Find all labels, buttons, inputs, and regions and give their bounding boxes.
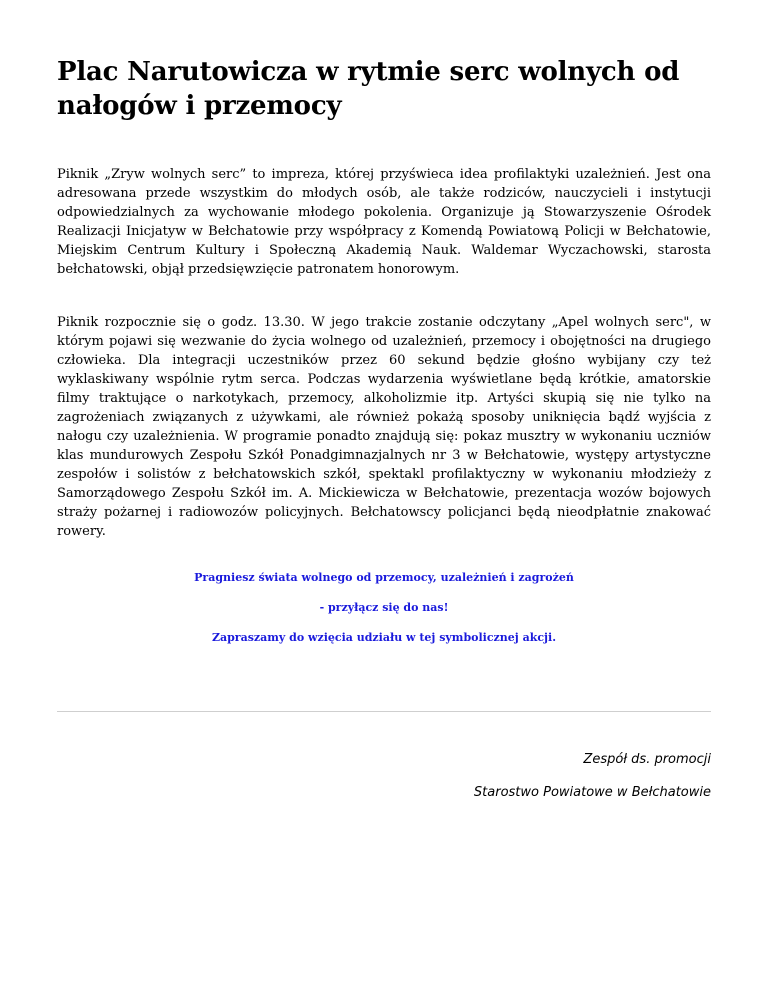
signature-office: Starostwo Powiatowe w Bełchatowie [473,785,711,800]
article-paragraph-program: Piknik rozpocznie się o godz. 13.30. W jego trakcie zostanie odczytany „Apel wolnych serc", w którym pojawi się wezwanie do życia wolnego od uzależnień, przemocy i obojętności na drugiego człowieka. Dla integracji uczestników przez 60 sekund będzie głośno wybijany czy też wyklaskiwany wspólnie rytm serca. Podczas wydarzenia wyświetlane będą krótkie, amatorskie filmy traktujące o narkotykach, przemocy, alkoholizmie itp. Artyści skupią się nie tylko na zagrożeniach związanych z używkami, ale również pokażą sposoby uniknięcia bądź wyjścia z nałogu czy uzależnienia. W programie ponadto znajdują się: pokaz musztry w wykonaniu uczniów klas mundurowych Zespołu Szkół Ponadgimnazjalnych nr 3 w Bełchatowie, występy artystyczne zespołów i solistów z bełchatowskich szkół, spektakl profilaktyczny w wykonaniu młodzieży z Samorządowego Zespołu Szkół im. A. Mickiewicza w Bełchatowie, prezentacja wozów bojowych straży pożarnej i radiowozów policyjnych. Bełchatowscy policjanci będą nieodpłatnie znakować rowery. [57,315,711,539]
section-divider [57,711,711,712]
signature-team: Zespół ds. promocji [583,752,711,767]
article-paragraph-intro: Piknik „Zryw wolnych serc” to impreza, której przyświeca idea profilaktyki uzależnień. Jest ona adresowana przede wszystkim do młodych osób, ale także rodziców, nauczycieli i instytucji odpowiedzialnych za wychowanie młodego pokolenia. Organizuje ją Stowarzyszenie Ośrodek Realizacji Inicjatyw w Bełchatowie przy współpracy z Komendą Powiatową Policji w Bełchatowie, Miejskim Centrum Kultury i Społeczną Akademią Nauk. Waldemar Wyczachowski, starosta bełchatowski, objął przedsięwzięcie patronatem honorowym. [57,167,711,277]
highlight-line-1: Pragniesz świata wolnego od przemocy, uzależnień i zagrożeń [194,571,574,584]
article-title: Plac Narutowicza w rytmie serc wolnych od nałogów i przemocy [57,57,680,121]
highlight-line-3: Zapraszamy do wzięcia udziału w tej symbolicznej akcji. [211,631,557,644]
article [57,55,711,801]
highlight-line-2: - przyłącz się do nas! [319,601,449,614]
